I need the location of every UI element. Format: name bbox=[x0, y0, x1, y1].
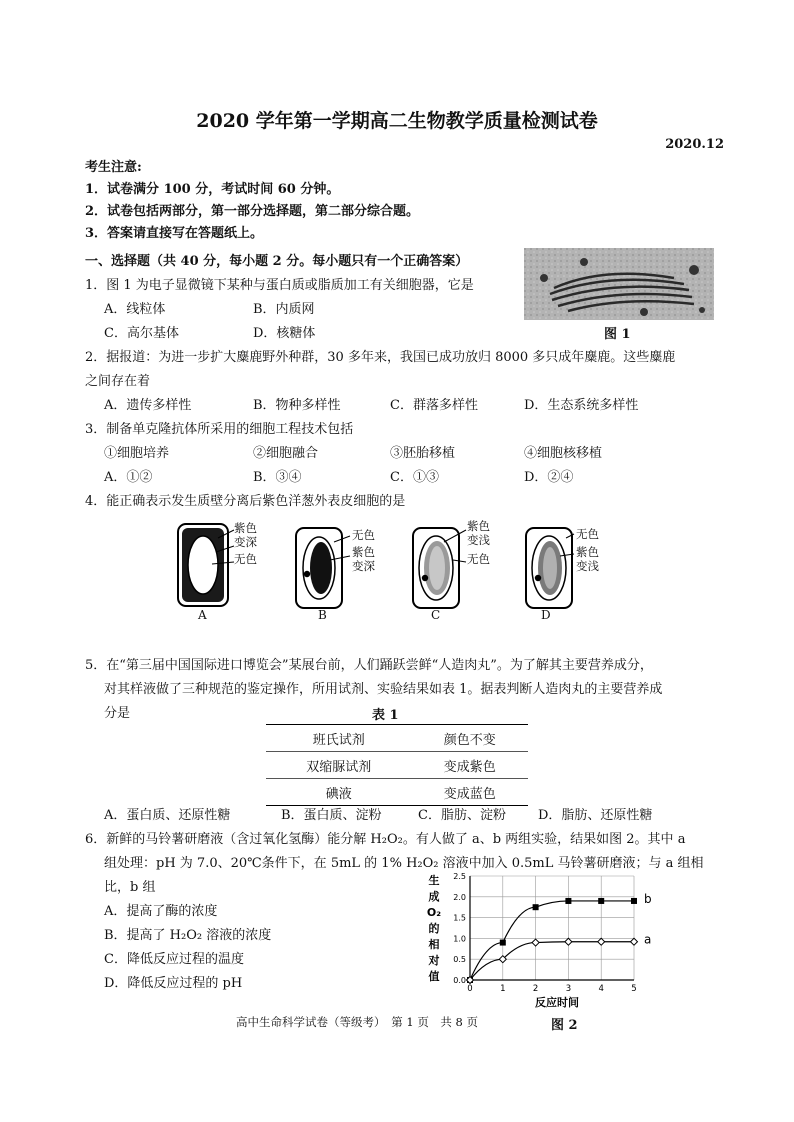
notes-heading: 考生注意: bbox=[85, 160, 142, 175]
cell-a-label-2: 变深 bbox=[234, 535, 257, 549]
cell-b-letter: B bbox=[318, 608, 327, 622]
series-label-b: b bbox=[644, 891, 652, 906]
series-line-a bbox=[470, 942, 634, 980]
q1-option-a: A．线粒体 bbox=[104, 302, 166, 317]
q3-item-2: ②细胞融合 bbox=[253, 446, 319, 461]
data-point-b bbox=[565, 898, 571, 904]
table-cell: 变成紫色 bbox=[412, 752, 528, 779]
cell-c-label-1: 紫色 bbox=[467, 519, 490, 533]
q6-option-d: D．降低反应过程的 pH bbox=[104, 976, 243, 991]
table1-title: 表 1 bbox=[372, 708, 399, 723]
q2-option-a: A．遗传多样性 bbox=[104, 398, 192, 413]
q1-option-b: B．内质网 bbox=[253, 302, 315, 317]
cell-d-label-1: 无色 bbox=[576, 527, 599, 541]
y-tick-label: 0.5 bbox=[453, 955, 466, 965]
series-label-a: a bbox=[644, 932, 652, 947]
q6-option-c: C．降低反应过程的温度 bbox=[104, 952, 244, 967]
table-cell: 班氏试剂 bbox=[266, 725, 412, 752]
cell-a-diagram bbox=[178, 524, 234, 606]
x-tick-label: 3 bbox=[565, 984, 572, 994]
figure2-chart bbox=[424, 870, 664, 1010]
q2-stem: 2．据报道：为进一步扩大麋鹿野外种群，30 多年来，我国已成功放归 8000 多只成年麋鹿。这些麋鹿 bbox=[85, 350, 676, 365]
q1-option-c: C．高尔基体 bbox=[104, 326, 179, 341]
figure1-caption: 图 1 bbox=[604, 327, 631, 342]
q6-option-b: B．提高了 H₂O₂ 溶液的浓度 bbox=[104, 928, 272, 943]
note-item: 2．试卷包括两部分，第一部分选择题，第二部分综合题。 bbox=[85, 204, 420, 219]
cell-b-label-2: 紫色 bbox=[352, 545, 375, 559]
y-axis-label-char: 的 bbox=[428, 922, 440, 935]
y-axis-label bbox=[427, 873, 441, 983]
section-heading: 一、选择题（共 40 分，每小题 2 分。每小题只有一个正确答案） bbox=[85, 254, 469, 269]
q3-item-3: ③胚胎移植 bbox=[390, 446, 456, 461]
q3-option-d: D．②④ bbox=[524, 470, 574, 485]
q5-option-c: C．脂肪、淀粉 bbox=[418, 808, 506, 823]
x-tick-label: 2 bbox=[532, 984, 539, 994]
data-point-b bbox=[631, 898, 637, 904]
golgi-micrograph bbox=[524, 248, 714, 320]
cell-d-diagram bbox=[526, 528, 574, 608]
q5-option-a: A．蛋白质、还原性糖 bbox=[104, 808, 231, 823]
exam-title: 2020 学年第一学期高二生物教学质量检测试卷 bbox=[196, 110, 598, 132]
q4-stem: 4．能正确表示发生质壁分离后紫色洋葱外表皮细胞的是 bbox=[85, 494, 406, 509]
y-axis-label-char: 值 bbox=[428, 970, 440, 983]
y-axis-label-char: 对 bbox=[428, 954, 440, 967]
table-cell: 双缩脲试剂 bbox=[266, 752, 412, 779]
page-footer: 高中生命科学试卷（等级考） 第 1 页 共 8 页 bbox=[235, 1015, 478, 1029]
cell-c-letter: C bbox=[431, 608, 441, 622]
data-point-a bbox=[598, 938, 605, 945]
q2-stem-cont: 之间存在着 bbox=[85, 374, 151, 389]
q2-option-c: C．群落多样性 bbox=[390, 398, 478, 413]
data-point-b bbox=[533, 904, 539, 910]
data-point-a bbox=[631, 938, 638, 945]
table-cell: 变成蓝色 bbox=[412, 779, 528, 806]
q5-option-d: D．脂肪、还原性糖 bbox=[538, 808, 653, 823]
y-tick-label: 2.5 bbox=[453, 872, 466, 881]
y-axis-label-char: 成 bbox=[428, 890, 440, 903]
q5-stem-cont2: 分是 bbox=[104, 706, 131, 721]
q6-stem-cont2: 比，b 组 bbox=[104, 880, 156, 895]
y-tick-label: 2.0 bbox=[453, 892, 466, 902]
q5-stem: 5．在“第三届中国国际进口博览会”某展台前，人们踊跃尝鲜“人造肉丸”。为了解其主要营养成分， bbox=[85, 658, 653, 673]
y-tick-label: 0.0 bbox=[453, 976, 466, 985]
table-cell: 碘液 bbox=[266, 779, 412, 806]
x-tick-label: 1 bbox=[500, 984, 506, 994]
q6-stem: 6．新鲜的马铃薯研磨液（含过氧化氢酶）能分解 H₂O₂。有人做了 a、b 两组实验，结果如图 2。其中 a bbox=[85, 832, 686, 847]
q6-option-a: A．提高了酶的浓度 bbox=[104, 904, 218, 919]
data-point-b bbox=[598, 898, 604, 904]
x-axis-label: 反应时间 bbox=[535, 996, 579, 1009]
q6-stem-cont: 组处理：pH 为 7.0、20℃条件下，在 5mL 的 1% H₂O₂ 溶液中加入 0.5mL 马铃薯研磨液；与 a 组相 bbox=[104, 856, 704, 871]
cell-a-label-1: 紫色 bbox=[234, 521, 257, 535]
table-row bbox=[266, 779, 528, 806]
q1-option-d: D．核糖体 bbox=[253, 326, 316, 341]
y-axis-label-char: 生 bbox=[428, 874, 440, 887]
q3-option-c: C．①③ bbox=[390, 470, 439, 485]
cell-b-label-1: 无色 bbox=[352, 528, 375, 542]
cell-c-label-2: 变浅 bbox=[467, 533, 490, 547]
q3-option-a: A．①② bbox=[104, 470, 153, 485]
q2-option-d: D．生态系统多样性 bbox=[524, 398, 639, 413]
table-cell: 颜色不变 bbox=[412, 725, 528, 752]
exam-date: 2020.12 bbox=[665, 137, 724, 152]
cell-d-label-3: 变浅 bbox=[576, 559, 599, 573]
q5-option-b: B．蛋白质、淀粉 bbox=[281, 808, 382, 823]
data-point-a bbox=[532, 939, 539, 946]
cell-b-diagram bbox=[296, 528, 350, 608]
cell-c-label-3: 无色 bbox=[467, 552, 490, 566]
y-axis-label-char: 相 bbox=[428, 938, 440, 951]
data-point-a bbox=[565, 938, 572, 945]
q3-option-b: B．③④ bbox=[253, 470, 302, 485]
table-1 bbox=[266, 724, 528, 806]
q3-item-4: ④细胞核移植 bbox=[524, 446, 603, 461]
q3-item-1: ①细胞培养 bbox=[104, 446, 170, 461]
y-tick-label: 1.0 bbox=[453, 934, 466, 944]
cell-d-letter: D bbox=[541, 608, 551, 622]
x-tick-label: 5 bbox=[631, 984, 637, 994]
cell-b-label-3: 变深 bbox=[352, 559, 375, 573]
cell-a-label-3: 无色 bbox=[234, 552, 257, 566]
table-row bbox=[266, 752, 528, 779]
data-point-b bbox=[500, 940, 506, 946]
q2-option-b: B．物种多样性 bbox=[253, 398, 341, 413]
table-row bbox=[266, 725, 528, 752]
y-axis-label-char: O₂ bbox=[426, 906, 442, 919]
x-tick-label: 4 bbox=[598, 984, 604, 994]
q1-stem: 1．图 1 为电子显微镜下某种与蛋白质或脂质加工有关细胞器，它是 bbox=[85, 278, 474, 293]
cell-d-label-2: 紫色 bbox=[576, 545, 599, 559]
q5-stem-cont: 对其样液做了三种规范的鉴定操作，所用试剂、实验结果如表 1。据表判断人造肉丸的主要营养成 bbox=[104, 682, 663, 697]
series-line-b bbox=[470, 901, 634, 980]
x-tick-label: 0 bbox=[467, 984, 473, 994]
q3-stem: 3．制备单克隆抗体所采用的细胞工程技术包括 bbox=[85, 422, 354, 437]
figure2-caption: 图 2 bbox=[551, 1018, 578, 1033]
note-item: 3．答案请直接写在答题纸上。 bbox=[85, 226, 264, 241]
cell-c-diagram bbox=[413, 528, 466, 608]
note-item: 1．试卷满分 100 分，考试时间 60 分钟。 bbox=[85, 182, 340, 197]
y-tick-label: 1.5 bbox=[453, 913, 466, 923]
cell-a-letter: A bbox=[198, 608, 207, 622]
